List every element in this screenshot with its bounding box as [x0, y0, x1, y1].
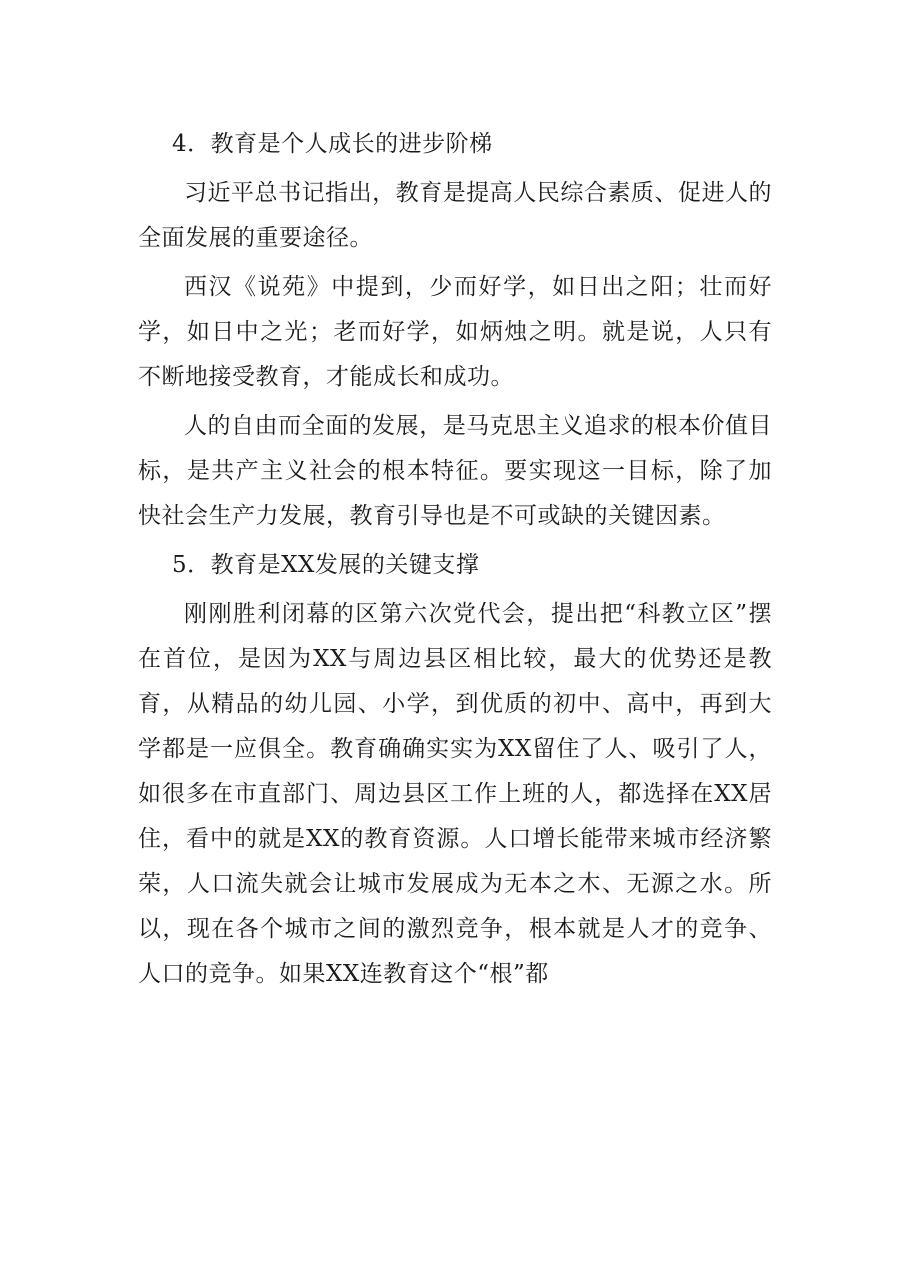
paragraph: 习近平总书记指出，教育是提高人民综合素质、促进人的全面发展的重要途径。 [138, 180, 772, 251]
paragraph: 人的自由而全面的发展，是马克思主义追求的根本价值目标，是共产主义社会的根本特征。要实现这一目标，除了加快社会生产力发展，教育引导也是不可或缺的关键因素。 [138, 413, 772, 529]
paragraph: 刚刚胜利闭幕的区第六次党代会，提出把“科教立区”摆在首位，是因为XX与周边县区相比较，最大的优势还是教育，从精品的幼儿园、小学，到优质的初中、高中，再到大学都是一应俱全。教育确确实实为XX留住了人、吸引了人，如很多在市直部门、周边县区工作上班的人，都选择在XX居住，看中的就是XX的教育资源。人口增长能带来城市经济繁荣，人口流失就会让城市发展成为无本之木、无源之水。所以，现在各个城市之间的激烈竞争，根本就是人才的竞争、人口的竞争。如果XX连教育这个“根”都 [138, 601, 772, 987]
paragraph: 西汉《说苑》中提到，少而好学，如日出之阳；壮而好学，如日中之光；老而好学，如炳烛之明。就是说，人只有不断地接受教育，才能成长和成功。 [138, 274, 772, 390]
section-heading-5: 5．教育是XX发展的关键支撑 [172, 552, 480, 578]
document-body [138, 122, 772, 997]
section-heading-4: 4．教育是个人成长的进步阶梯 [172, 131, 493, 157]
